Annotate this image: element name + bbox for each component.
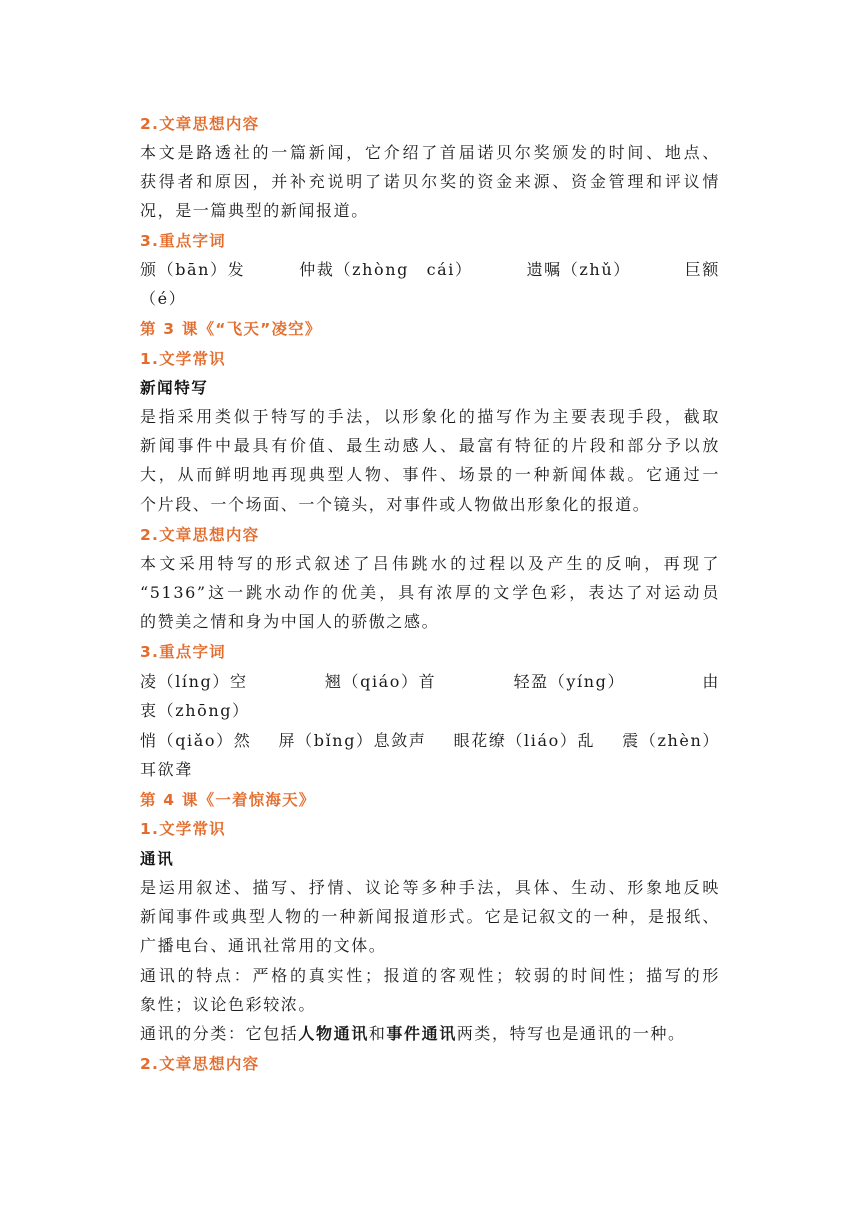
classification-suffix: 两类，特写也是通讯的一种。 [456,1024,686,1043]
term-heading: 新闻特写 [140,379,209,397]
term-heading: 通讯 [140,850,175,868]
bold-term: 事件通讯 [386,1024,457,1043]
paragraph-line: 个片段、一个场面、一个镜头，对事件或人物做出形象化的报道。 [140,495,651,514]
vocab-row [140,730,720,752]
paragraph-line: 新闻事件中最具有价值、最生动感人、最富有特征的片段和部分予以放 [140,436,720,455]
section-heading: 1.文学常识 [140,820,226,838]
classification-line [140,1023,720,1045]
vocab-continuation: 耳欲聋 [140,760,193,779]
vocab-item: 仲裁（zhòng cái） [299,260,473,279]
section-heading: 3.重点字词 [140,232,226,250]
vocab-row [140,671,720,693]
lesson-title: 第 3 课《“飞天”凌空》 [140,320,322,338]
vocab-continuation: （é） [140,289,187,308]
paragraph-line: 本文是路透社的一篇新闻，它介绍了首届诺贝尔奖颁发的时间、地点、 [140,143,720,162]
classification-joiner: 和 [368,1024,387,1043]
paragraph-line: “5136”这一跳水动作的优美，具有浓厚的文学色彩，表达了对运动员 [140,583,720,602]
paragraph-line: 是指采用类似于特写的手法，以形象化的描写作为主要表现手段，截取 [140,407,720,426]
section-heading: 2.文章思想内容 [140,1055,260,1073]
paragraph-line: 通讯的特点：严格的真实性；报道的客观性；较弱的时间性；描写的形 [140,966,720,985]
section-heading: 3.重点字词 [140,643,226,661]
vocab-item: 巨额 [684,260,720,279]
paragraph-line: 大，从而鲜明地再现典型人物、事件、场景的一种新闻体裁。它通过一 [140,465,720,484]
vocab-item: 屏（bǐng）息敛声 [278,731,427,750]
paragraph-line: 新闻事件或典型人物的一种新闻报道形式。它是记叙文的一种，是报纸、 [140,907,720,926]
paragraph-line: 况，是一篇典型的新闻报道。 [140,201,369,220]
vocab-item: 震（zhèn） [622,731,720,750]
vocab-row [140,259,720,281]
paragraph-line: 获得者和原因，并补充说明了诺贝尔奖的资金来源、资金管理和评议情 [140,172,720,191]
paragraph-line: 本文采用特写的形式叙述了吕伟跳水的过程以及产生的反响，再现了 [140,554,720,573]
section-heading: 2.文章思想内容 [140,115,260,133]
vocab-item: 颁（bān）发 [140,260,246,279]
paragraph-line: 的赞美之情和身为中国人的骄傲之感。 [140,612,440,631]
paragraph-line: 广播电台、通讯社常用的文体。 [140,936,387,955]
vocab-item: 翘（qiáo）首 [324,672,437,691]
paragraph-line: 是运用叙述、描写、抒情、议论等多种手法，具体、生动、形象地反映 [140,878,720,897]
bold-term: 人物通讯 [298,1024,369,1043]
section-heading: 2.文章思想内容 [140,526,260,544]
vocab-item: 眼花缭（liáo）乱 [453,731,596,750]
vocab-item: 遗嘱（zhǔ） [526,260,631,279]
vocab-continuation: 衷（zhōng） [140,701,250,720]
classification-prefix: 通讯的分类：它包括 [140,1024,299,1043]
section-heading: 1.文学常识 [140,350,226,368]
paragraph-line: 象性；议论色彩较浓。 [140,995,317,1014]
vocab-item: 由 [702,672,720,691]
vocab-item: 轻盈（yíng） [513,672,626,691]
lesson-title: 第 4 课《一着惊海天》 [140,791,316,809]
vocab-item: 凌（líng）空 [140,672,248,691]
vocab-item: 悄（qiǎo）然 [140,731,252,750]
